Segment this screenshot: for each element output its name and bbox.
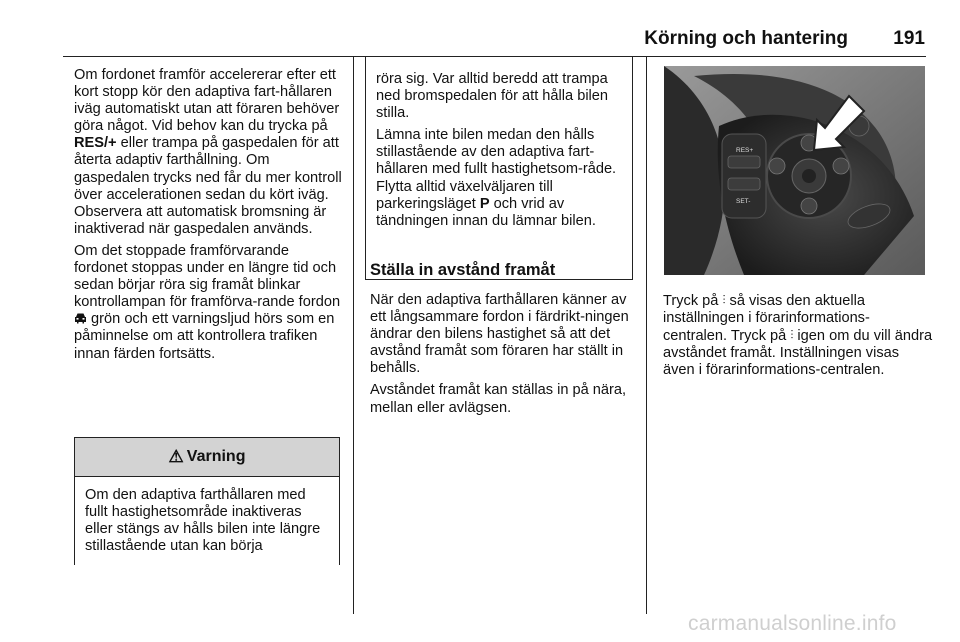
column-1 [74, 67, 344, 368]
column-divider-left [353, 57, 354, 614]
watermark: carmanualsonline.info [688, 612, 897, 635]
warning-text-continued: röra sig. Var alltid beredd att trampa ned bromspedalen för att hålla bilen stilla. [376, 71, 609, 122]
page-number: 191 [893, 28, 925, 49]
section-subheading: Ställa in avstånd framåt [370, 261, 556, 279]
column-divider-right [646, 57, 647, 614]
set-button-label: SET- [736, 198, 751, 205]
paragraph: Avståndet framåt kan ställas in på nära, mellan eller avlägsen. [370, 382, 627, 416]
page-header-title: Körning och hantering [644, 28, 848, 49]
paragraph: Tryck på ⫶ så visas den aktuella inställningen i förarinformations-centralen. Tryck på ⫶ igen om du vill ändra avståndet framåt. Inställningen visas även i förarinformations-centralen. [663, 293, 933, 379]
paragraph: Om det stoppade framförvarande fordonet stoppas under en längre tid och sedan börjar röra sig framåt blinkar kontrollampan för framförva-rande fordon grön och ett varningsljud hörs som en påminnelse om att kontrollera trafiken innan färden fortsätts. [74, 242, 341, 362]
warning-triangle-icon: ⚠ [168, 447, 184, 466]
paragraph: Om fordonet framför accelererar efter ett kort stopp kör den adaptiva fart-hållaren iväg automatiskt utan att föraren behöver göra något. Vid behov kan du trycka på RES/+ eller trampa på gaspedalen för att återta adaptiv farthållning. Om gaspedalen trycks ned får du mer kontroll över accelerationen sedan du kört iväg. Observera att automatisk bromsning är inaktiverad när gaspedalen används. [74, 67, 342, 237]
res-button-label: RES+ [736, 147, 754, 154]
steering-wheel-illustration [664, 66, 925, 275]
column-3 [663, 292, 933, 384]
paragraph: När den adaptiva farthållaren känner av ett långsammare fordon i färdrikt-ningen ändrar den bilens hastighet så att det avstånd framåt som föraren har ställt in behålls. [370, 292, 629, 377]
follow-distance-icon: ⫶ [722, 293, 726, 307]
warning-title: Varning [186, 448, 246, 465]
follow-distance-icon: ⫶ [790, 328, 794, 343]
warning-box [74, 437, 340, 565]
warning-box-continued [365, 57, 633, 280]
warning-text: Om den adaptiva farthållaren med fullt hastighetsområde inaktiveras eller stängs av hålls bilen inte längre stillastående utan kan börja [85, 487, 321, 555]
res-plus-label: RES/+ [74, 135, 117, 152]
warning-text-continued: Lämna inte bilen medan den hålls stillastående av den adaptiva fart-hållaren med fullt hastighetsom-råde. Flytta alltid växelväljaren till parkeringsläget P och vrid av tändningen innan du lämnar bilen. [376, 127, 617, 229]
warning-header [75, 438, 339, 477]
column-2 [370, 292, 640, 422]
car-front-icon [74, 312, 87, 324]
